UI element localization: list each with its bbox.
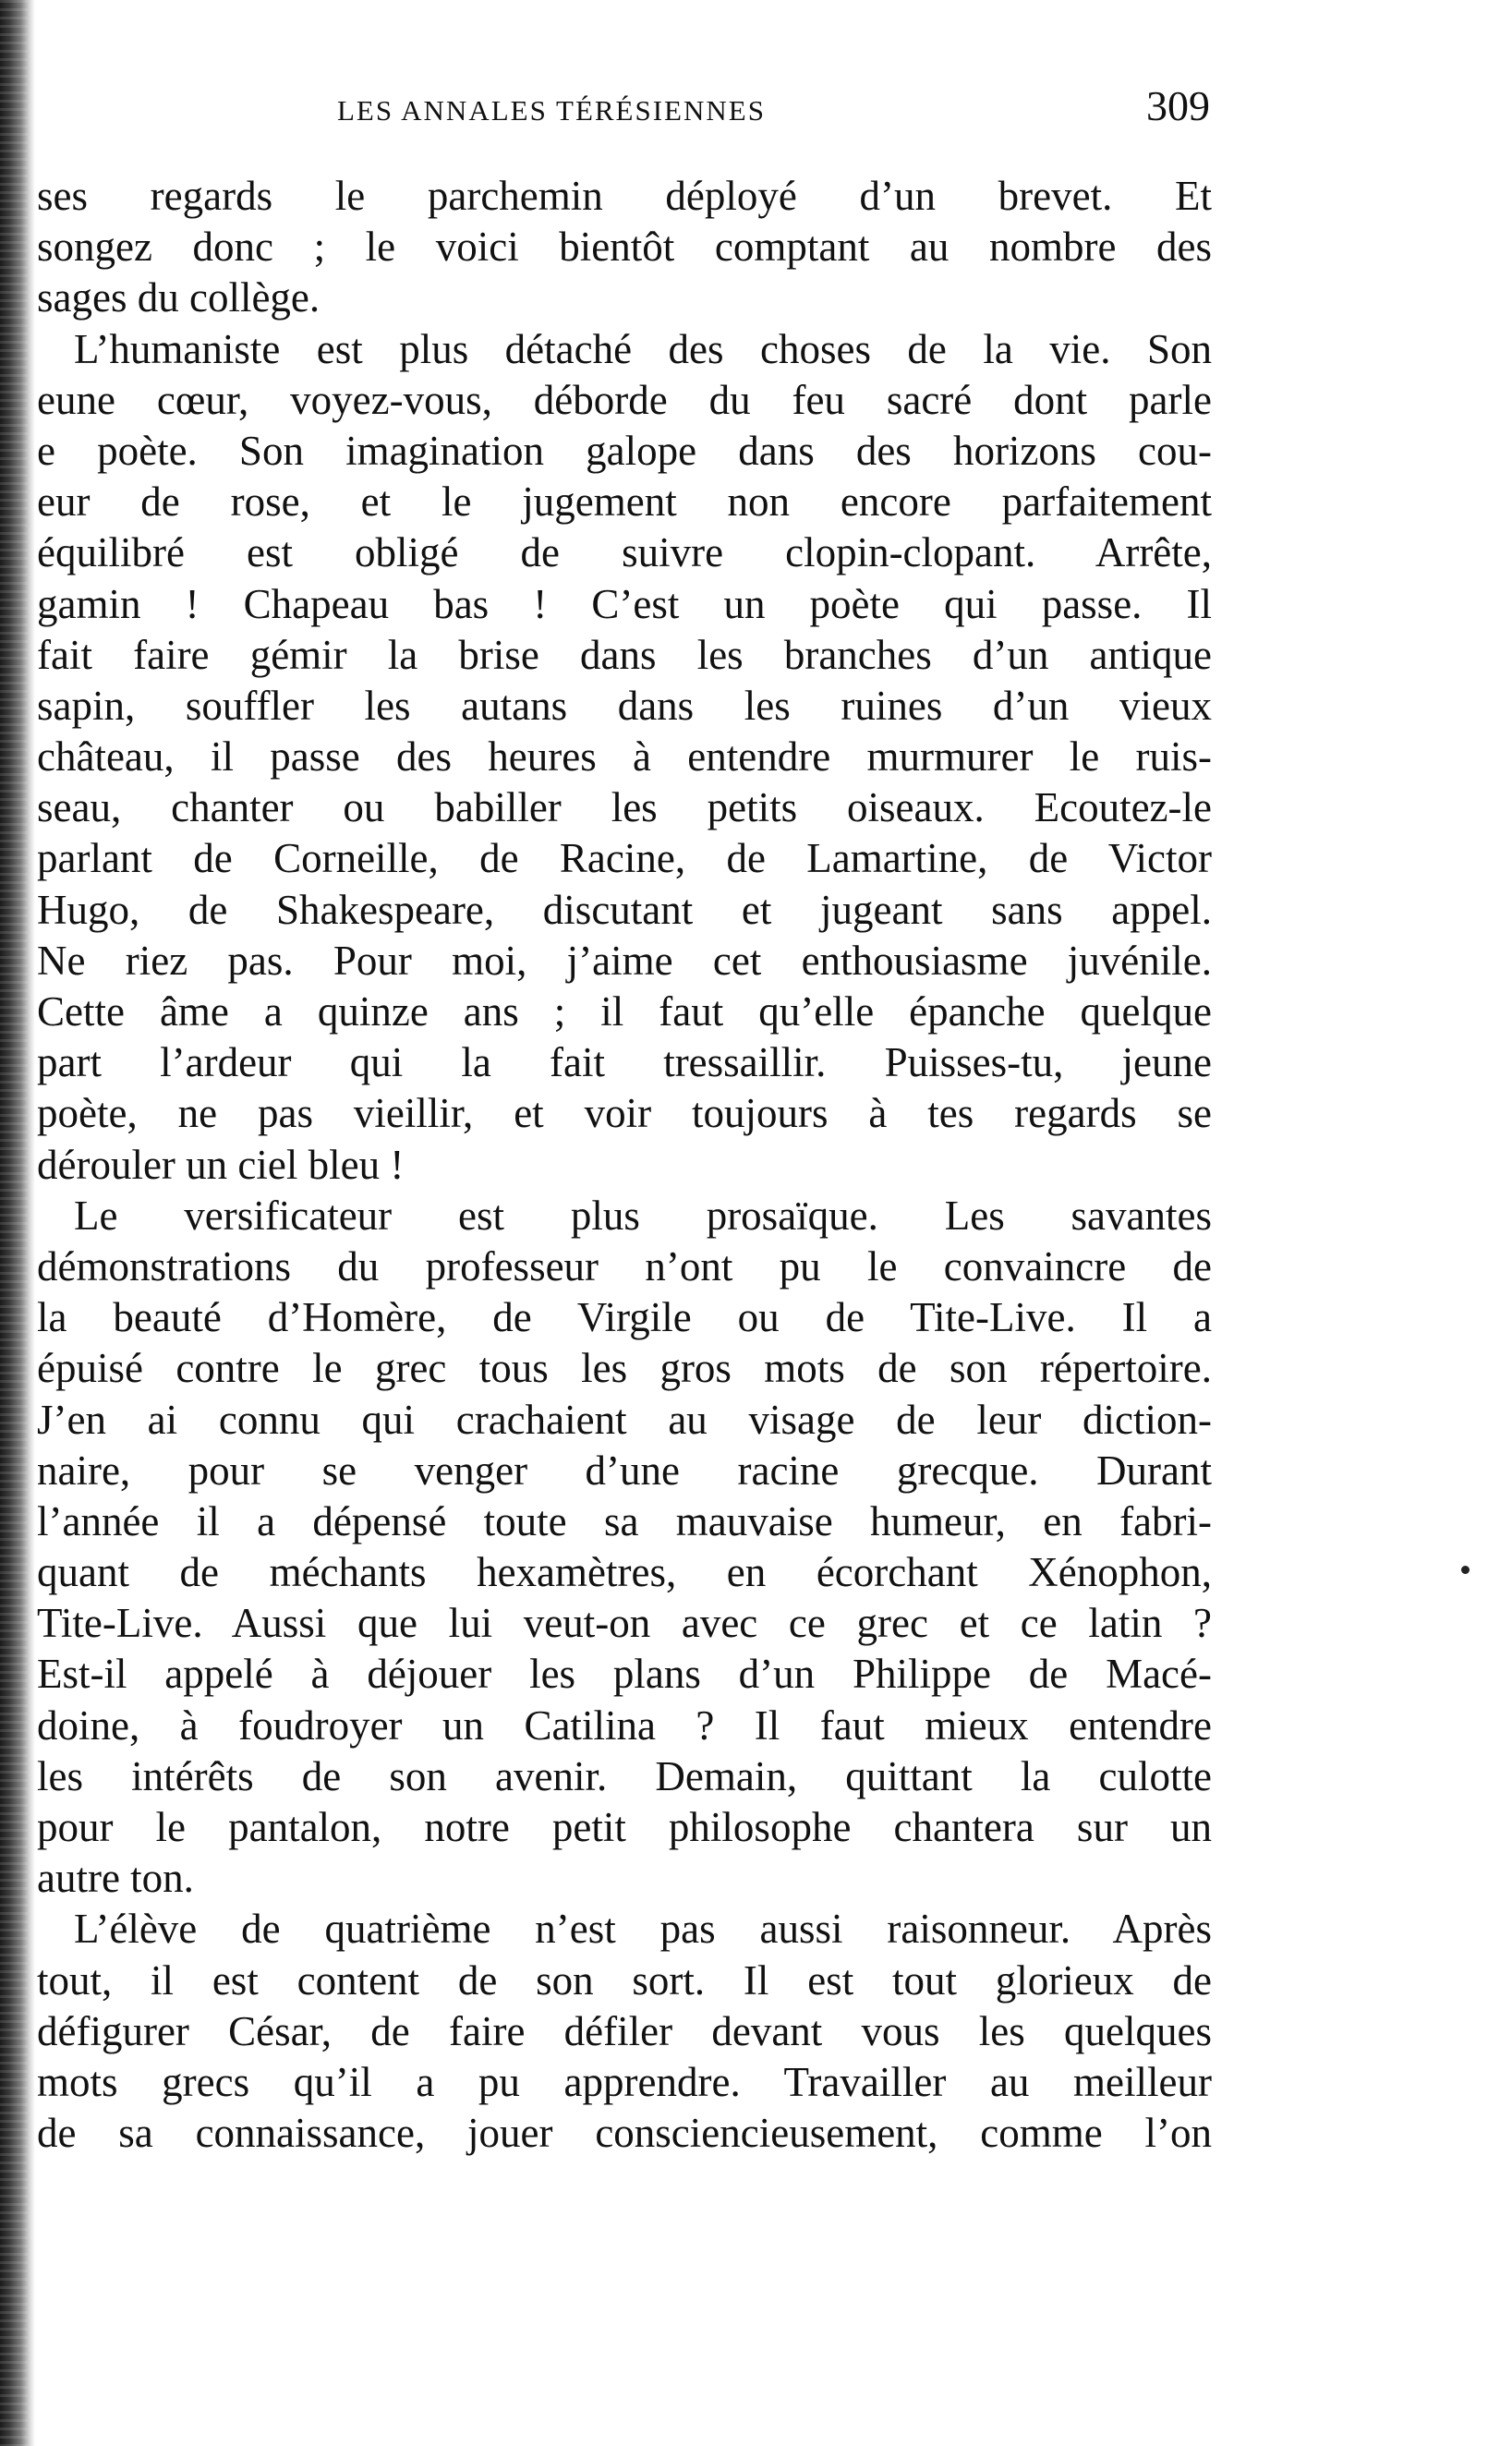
text-line: équilibré est obligé de suivre clopin-clopant. Arrête,: [37, 529, 1212, 576]
text-line: sapin, souffler les autans dans les ruines d’un vieux: [37, 682, 1212, 729]
text-line: Est-il appelé à déjouer les plans d’un Philippe de Macé-: [37, 1651, 1212, 1698]
text-line: démonstrations du professeur n’ont pu le convaincre de: [37, 1242, 1212, 1290]
text-line: la beauté d’Homère, de Virgile ou de Tite-Live. Il a: [37, 1294, 1212, 1341]
text-line: e poète. Son imagination galope dans des horizons cou-: [37, 427, 1212, 474]
text-line: L’humaniste est plus détaché des choses de la vie. Son: [74, 325, 1212, 372]
text-line: sages du collège.: [37, 274, 321, 321]
text-line: J’en ai connu qui crachaient au visage de leur diction-: [37, 1396, 1212, 1443]
text-line: Hugo, de Shakespeare, discutant et jugeant sans appel.: [37, 886, 1212, 933]
text-line: château, il passe des heures à entendre murmurer le ruis-: [37, 733, 1212, 781]
page-number: 309: [1146, 82, 1210, 129]
text-line: les intérêts de son avenir. Demain, quittant la culotte: [37, 1752, 1212, 1799]
ink-speck: [1461, 1566, 1470, 1574]
text-line: L’élève de quatrième n’est pas aussi raisonneur. Après: [74, 1906, 1212, 1953]
text-line: tout, il est content de son sort. Il est tout glorieux de: [37, 1956, 1212, 2004]
text-line: poète, ne pas vieillir, et voir toujours à tes regards se: [37, 1090, 1212, 1137]
text-line: pour le pantalon, notre petit philosophe chantera sur un: [37, 1804, 1212, 1850]
text-line: épuisé contre le grec tous les gros mots de son répertoire.: [37, 1345, 1212, 1392]
text-line: parlant de Corneille, de Racine, de Lamartine, de Victor: [37, 835, 1212, 882]
text-line: de sa connaissance, jouer consciencieusement, comme l’on: [37, 2110, 1212, 2157]
text-line: seau, chanter ou babiller les petits oiseaux. Ecoutez-le: [37, 784, 1212, 831]
text-line: doine, à foudroyer un Catilina ? Il faut mieux entendre: [37, 1701, 1212, 1749]
text-line: ses regards le parchemin déployé d’un brevet. Et: [37, 173, 1212, 219]
text-line: dérouler un ciel bleu !: [37, 1141, 405, 1188]
running-head: LES ANNALES TÉRÉSIENNES: [337, 94, 766, 127]
text-line: eur de rose, et le jugement non encore parfaitement: [37, 478, 1212, 526]
text-line: quant de méchants hexamètres, en écorchant Xénophon,: [37, 1549, 1212, 1596]
text-line: part l’ardeur qui la fait tressaillir. Puisses-tu, jeune: [37, 1039, 1212, 1086]
text-line: naire, pour se venger d’une racine grecque. Durant: [37, 1447, 1212, 1494]
text-line: Cette âme a quinze ans ; il faut qu’elle épanche quelque: [37, 988, 1212, 1035]
text-line: gamin ! Chapeau bas ! C’est un poète qui passe. Il: [37, 580, 1212, 627]
body-text: [37, 171, 1212, 2159]
text-line: l’année il a dépensé toute sa mauvaise humeur, en fabri-: [37, 1497, 1212, 1544]
text-line: Ne riez pas. Pour moi, j’aime cet enthousiasme juvénile.: [37, 937, 1212, 984]
text-line: Tite-Live. Aussi que lui veut-on avec ce grec et ce latin ?: [37, 1600, 1212, 1647]
text-line: défigurer César, de faire défiler devant vous les quelques: [37, 2007, 1212, 2054]
text-line: autre ton.: [37, 1855, 194, 1902]
text-line: Le versificateur est plus prosaïque. Les savantes: [74, 1192, 1212, 1239]
text-line: songez donc ; le voici bientôt comptant au nombre des: [37, 224, 1212, 271]
text-line: eune cœur, voyez-vous, déborde du feu sacré dont parle: [37, 376, 1212, 423]
text-line: mots grecs qu’il a pu apprendre. Travailler au meilleur: [37, 2058, 1212, 2105]
gutter-texture: [0, 0, 28, 2446]
page-header: [337, 81, 1210, 137]
text-line: fait faire gémir la brise dans les branches d’un antique: [37, 631, 1212, 678]
